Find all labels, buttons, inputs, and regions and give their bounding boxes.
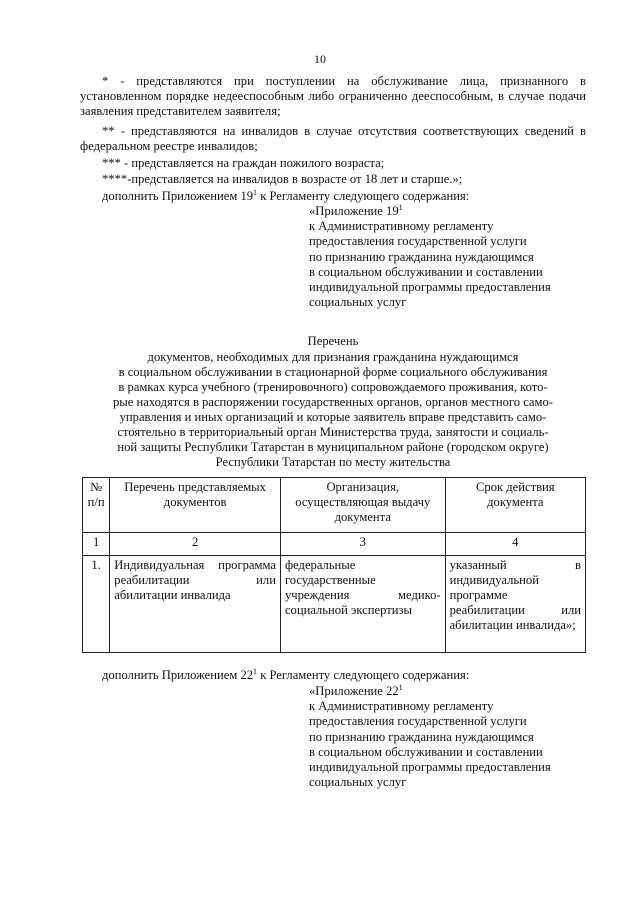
supplement-19-header-line: в социальном обслуживании и составлении: [309, 264, 543, 279]
numbering-cell: 4: [445, 533, 585, 556]
supplement-19-intro: [102, 189, 469, 204]
list-description-line: стоятельно в территориальный орган Министерства труда, занятости и социаль-: [117, 425, 549, 439]
supplement-19-header-title: «Приложение $19^1$: [309, 202, 403, 218]
footnote-4: ****-представляется на инвалидов в возрасте от 18 лет и старше.»;: [102, 172, 463, 186]
header-organization: Организация, осуществляющая выдачу документа: [280, 478, 445, 533]
supplement-22-header-line: по признанию гражданина нуждающимся: [309, 729, 534, 744]
supplement-19-header-line: социальных услуг: [309, 295, 407, 310]
list-description-line: ной защиты Республики Татарстан в муниципальном районе (городском округе): [117, 440, 549, 454]
supplement-19-intro-text: дополнить Приложением 19: [102, 189, 254, 203]
supplement-22-header-line: индивидуальной программы предоставления: [309, 760, 551, 775]
supplement-19-intro-rest: к Регламенту следующего содержания:: [257, 189, 470, 203]
supplement-22-header: [309, 684, 599, 790]
list-description-line: рые находятся в распоряжении государственных органов, органов местного само-: [113, 395, 553, 409]
supplement-22-intro-text: дополнить Приложением 22: [102, 668, 254, 682]
list-description-line: в рамках курса учебного (тренировочного) сопровождаемого проживания, кото-: [118, 380, 548, 394]
header-documents: Перечень представляемых документов: [110, 478, 281, 533]
supplement-19-header-line: предоставления государственной услуги: [309, 234, 527, 249]
row-organization: федеральные государственные учреждения медико-социальной экспертизы: [280, 556, 445, 653]
list-title: Перечень: [307, 334, 359, 348]
supplement-22-header-line: в социальном обслуживании и составлении: [309, 744, 543, 759]
supplement-22-intro-rest: к Регламенту следующего содержания:: [257, 668, 470, 682]
documents-table: [82, 477, 586, 653]
table-row: [83, 556, 586, 653]
list-description-line: в социальном обслуживании в стационарной форме социального обслуживания: [118, 365, 548, 379]
header-number: № п/п: [83, 478, 110, 533]
row-number: 1.: [83, 556, 110, 653]
list-description-line: Республики Татарстан по месту жительства: [215, 455, 451, 469]
numbering-cell: 1: [83, 533, 110, 556]
supplement-22-intro-sup: 1: [253, 666, 258, 676]
footnote-2: ** - представляются на инвалидов в случае отсутствия соответствующих сведений в федеральном реестре инвалидов;: [80, 124, 586, 153]
list-description-line: управления и иных организаций и которые заявитель вправе представить само-: [119, 410, 547, 424]
supplement-22-intro: [102, 668, 469, 683]
supplement-19-header: [309, 204, 599, 310]
footnote-3: *** - представляется на граждан пожилого возраста;: [102, 156, 385, 170]
list-description-line: документов, необходимых для признания гражданина нуждающимся: [147, 350, 519, 364]
numbering-cell: 3: [280, 533, 445, 556]
supplement-19-intro-sup: 1: [253, 187, 258, 197]
list-description: [80, 350, 586, 470]
row-validity: указанный в индивидуальной программе реабилитации или абилитации инвалида»;: [445, 556, 585, 653]
table-numbering-row: [83, 533, 586, 556]
header-validity: Срок действия документа: [445, 478, 585, 533]
numbering-cell: 2: [110, 533, 281, 556]
footnote-1: * - представляются при поступлении на обслуживание лица, признанного в установленном порядке недееспособным либо ограниченно дееспособным, в случае подачи заявления представителем заявителя;: [80, 74, 586, 118]
supplement-22-header-line: предоставления государственной услуги: [309, 714, 527, 729]
supplement-19-header-line: индивидуальной программы предоставления: [309, 280, 551, 295]
page-number: 10: [314, 52, 326, 66]
supplement-22-header-line: к Административному регламенту: [309, 699, 494, 714]
supplement-22-header-line: социальных услуг: [309, 775, 407, 790]
supplement-19-header-line: к Административному регламенту: [309, 219, 494, 234]
table-header-row: [83, 478, 586, 533]
supplement-19-header-line: по признанию гражданина нуждающимся: [309, 249, 534, 264]
supplement-22-header-title: «Приложение $22^1$: [309, 682, 403, 698]
row-document: Индивидуальная программа реабилитации или абилитации инвалида: [110, 556, 281, 653]
